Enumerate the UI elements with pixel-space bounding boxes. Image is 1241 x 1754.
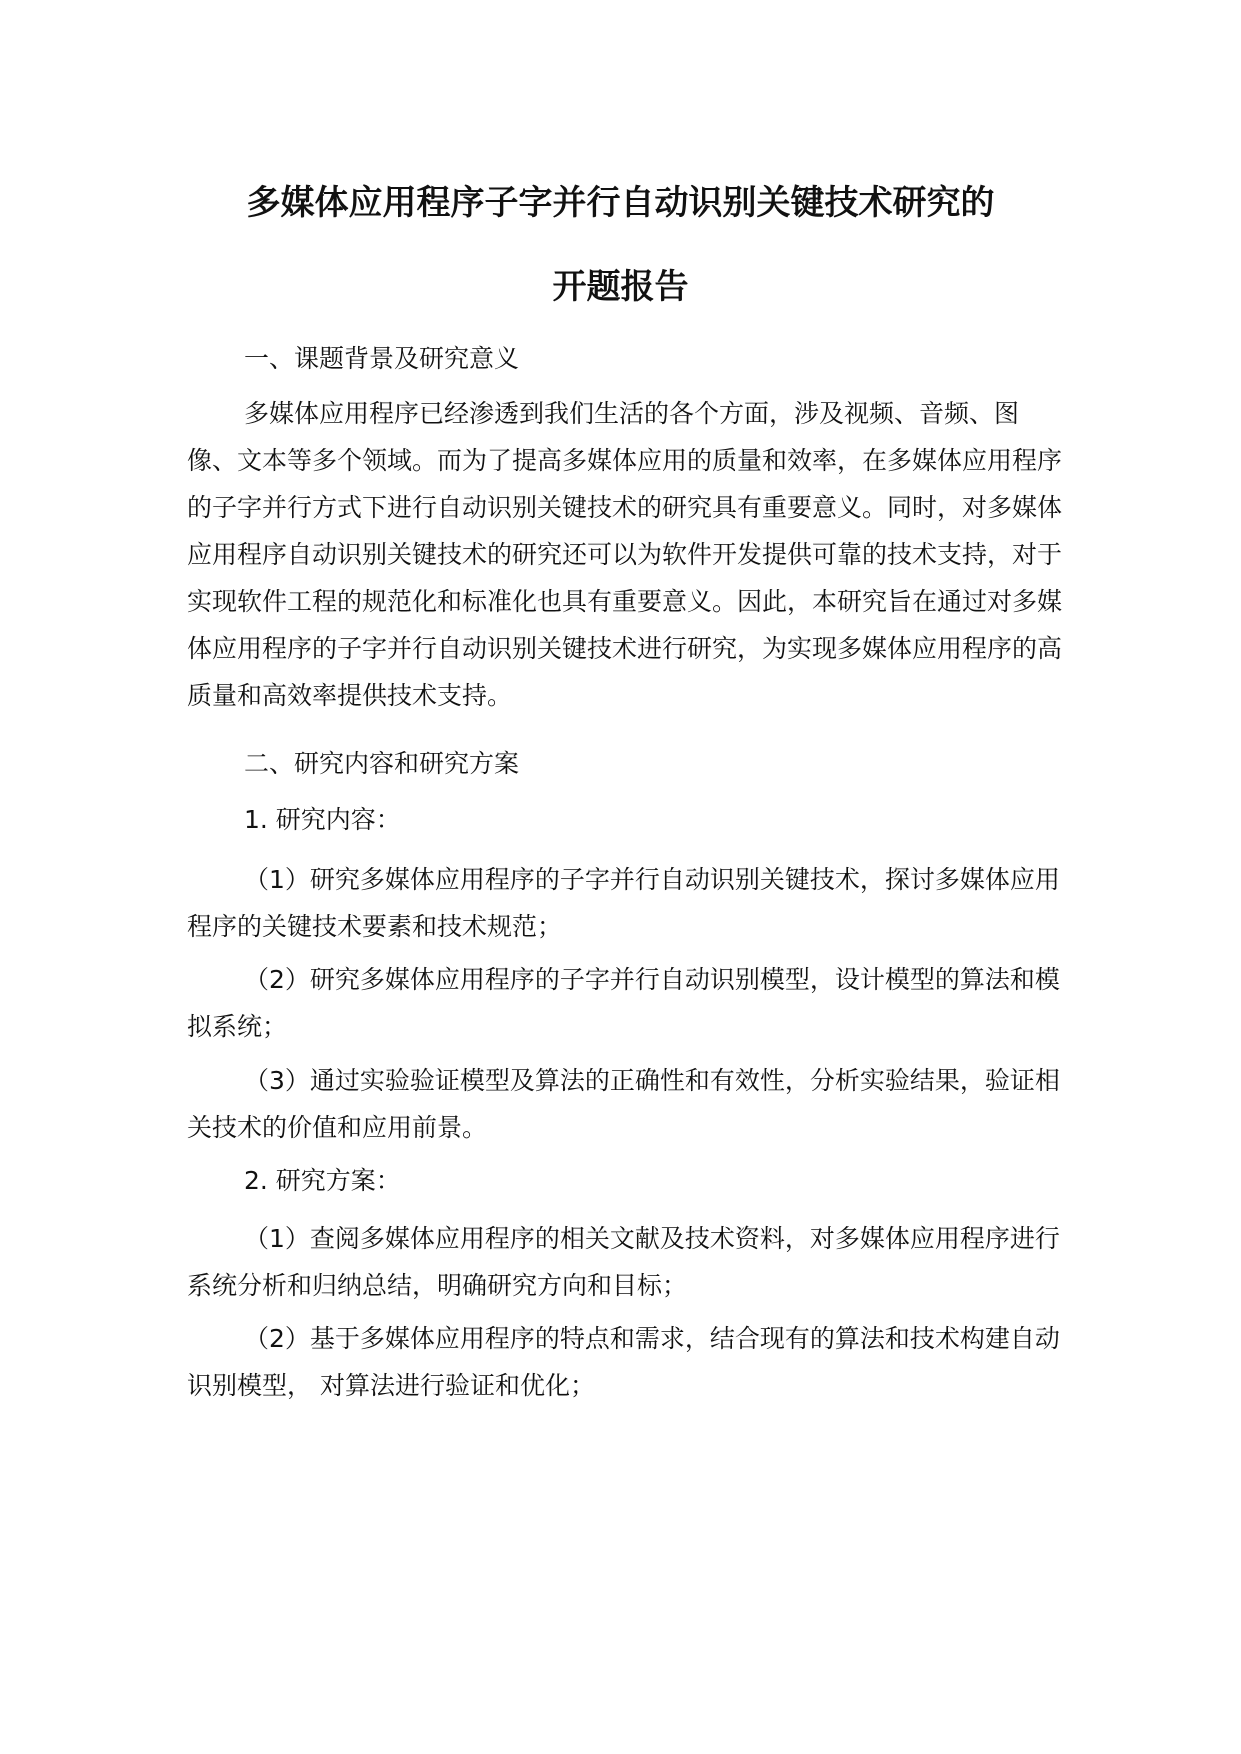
section-heading-research: 二、研究内容和研究方案 [244, 749, 520, 778]
subheading-research-plan: 2. 研究方案： [244, 1166, 401, 1195]
research-content-item-3: （3）通过实验验证模型及算法的正确性和有效性，分析实验结果，验证相关技术的价值和应用前景。 [187, 1066, 1060, 1142]
background-paragraph: 多媒体应用程序已经渗透到我们生活的各个方面，涉及视频、音频、图像、文本等多个领域。而为了提高多媒体应用的质量和效率，在多媒体应用程序的子字并行方式下进行自动识别关键技术的研究具有重要意义。同时，对多媒体应用程序自动识别关键技术的研究还可以为软件开发提供可靠的技术支持，对于实现软件工程的规范化和标准化也具有重要意义。因此，本研究旨在通过对多媒体应用程序的子字并行自动识别关键技术进行研究，为实现多媒体应用程序的高质量和高效率提供技术支持。 [187, 399, 1063, 710]
research-plan-item-2: （2）基于多媒体应用程序的特点和需求，结合现有的算法和技术构建自动识别模型， 对算法进行验证和优化； [187, 1324, 1060, 1400]
subheading-research-content: 1. 研究内容： [244, 805, 401, 834]
document-title-line-1: 多媒体应用程序子字并行自动识别关键技术研究的 [246, 183, 995, 223]
document-title-line-2: 开题报告 [552, 267, 689, 307]
research-content-item-1: （1）研究多媒体应用程序的子字并行自动识别关键技术，探讨多媒体应用程序的关键技术要素和技术规范； [187, 865, 1060, 941]
section-heading-background: 一、课题背景及研究意义 [244, 344, 520, 373]
research-content-item-2: （2）研究多媒体应用程序的子字并行自动识别模型，设计模型的算法和模拟系统； [187, 965, 1060, 1041]
research-plan-item-1: （1）查阅多媒体应用程序的相关文献及技术资料，对多媒体应用程序进行系统分析和归纳总结，明确研究方向和目标； [187, 1224, 1060, 1300]
